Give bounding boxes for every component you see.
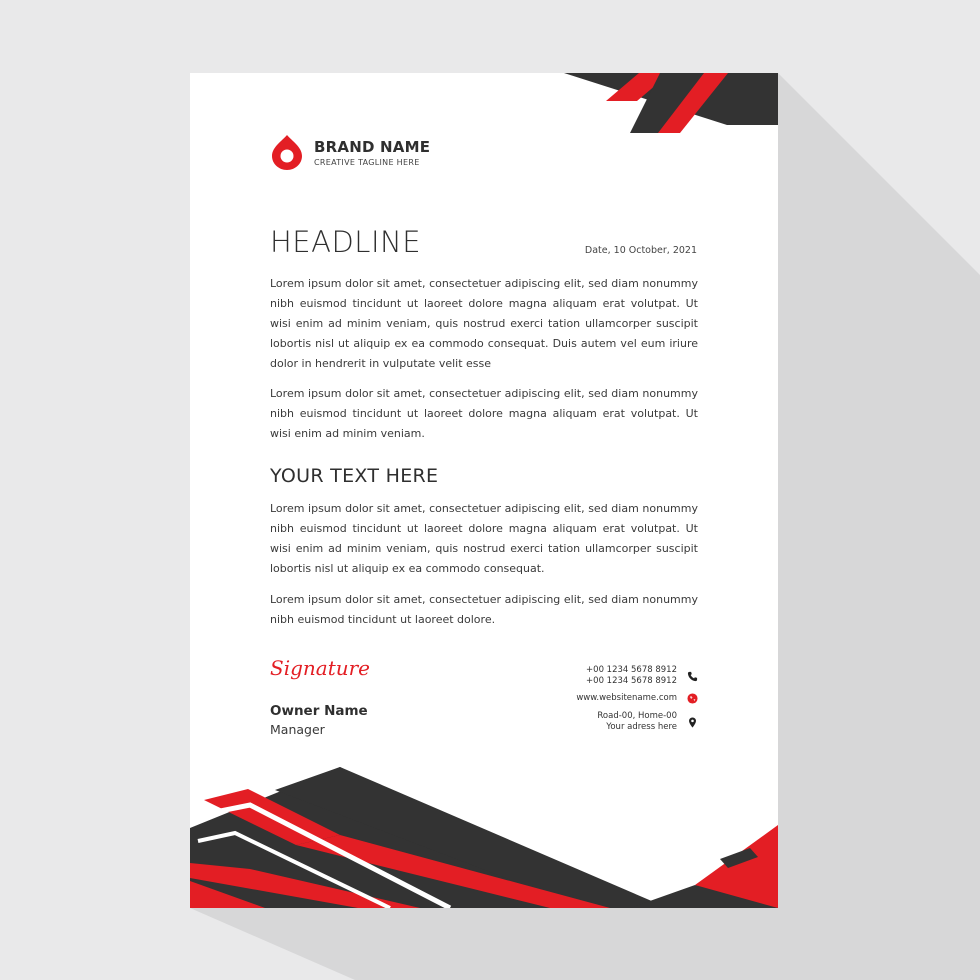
phone-number-2: +00 1234 5678 8912 [586, 676, 677, 686]
website-url: www.websitename.com [576, 693, 677, 703]
section-subheading: YOUR TEXT HERE [270, 465, 439, 487]
contact-website [576, 693, 698, 704]
brand-block [270, 133, 430, 171]
footer-decoration [190, 73, 778, 908]
body-paragraph-3: Lorem ipsum dolor sit amet, consectetuer adipiscing elit, sed diam nonummy nibh euismod tincidunt ut laoreet dolore magna aliquam erat volutpat. Ut wisi enim ad minim veniam, quis nostrud exerci tation ullamcorper suscipit lobortis nisl ut aliquip ex ea commodo consequat. [270, 502, 698, 575]
body-paragraph-1: Lorem ipsum dolor sit amet, consectetuer adipiscing elit, sed diam nonummy nibh euismod tincidunt ut laoreet dolore magna aliquam erat volutpat. Ut wisi enim ad minim veniam, quis nostrud exerci tation ullamcorper suscipit lobortis nisl ut aliquip ex ea commodo consequat. Duis autem vel eum iriure dolor in hendrerit in vulputate velit esse [270, 277, 698, 370]
phone-number-1: +00 1234 5678 8912 [586, 665, 677, 675]
brand-name: BRAND NAME [314, 137, 431, 156]
contact-address [597, 711, 698, 733]
owner-role: Manager [270, 722, 325, 737]
drop-ring-logo-icon [270, 133, 304, 171]
address-line-2: Your adress here [606, 722, 677, 732]
page-headline: HEADLINE [270, 225, 422, 259]
phone-icon [687, 671, 698, 682]
letter-date: Date, 10 October, 2021 [584, 245, 697, 256]
contact-phone [586, 665, 698, 687]
body-paragraph-2: Lorem ipsum dolor sit amet, consectetuer adipiscing elit, sed diam nonummy nibh euismod tincidunt ut laoreet dolore magna aliquam erat volutpat. Ut wisi enim ad minim veniam. [270, 387, 698, 440]
owner-name: Owner Name [270, 703, 368, 719]
location-pin-icon [687, 717, 698, 728]
brand-tagline: CREATIVE TAGLINE HERE [314, 157, 420, 167]
body-paragraph-4: Lorem ipsum dolor sit amet, consectetuer adipiscing elit, sed diam nonummy nibh euismod tincidunt ut laoreet dolore. [270, 593, 698, 626]
signature-script: Signature [270, 656, 371, 680]
address-line-1: Road-00, Home-00 [597, 711, 677, 721]
globe-icon [687, 693, 698, 704]
letterhead-page [190, 73, 778, 908]
